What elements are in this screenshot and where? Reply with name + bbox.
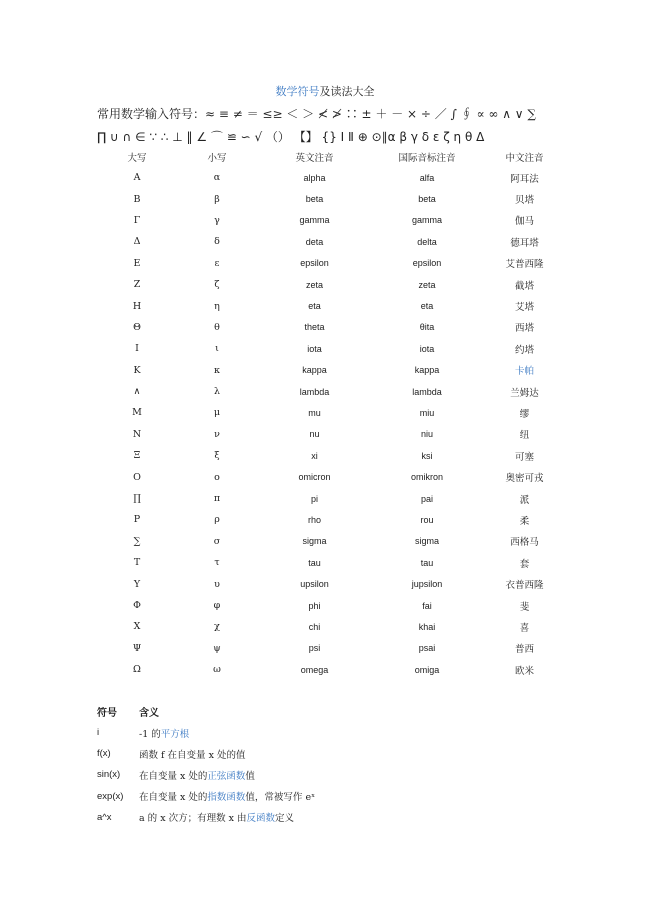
lowercase-letter: κ: [214, 364, 220, 376]
chinese-pronunciation: 衣普西隆: [505, 580, 544, 592]
glossary-text: 定义: [275, 813, 295, 825]
ipa-pronunciation: niu: [420, 429, 433, 440]
list-item: [97, 722, 567, 743]
ipa-pronunciation: fai: [422, 600, 432, 611]
english-pronunciation: zeta: [305, 279, 323, 290]
english-pronunciation: omicron: [298, 472, 331, 483]
ipa-pronunciation: ksi: [421, 450, 433, 461]
table-row: [97, 659, 567, 680]
lowercase-letter: μ: [213, 407, 221, 419]
uppercase-letter: Ω: [133, 664, 141, 676]
header-lowercase: 小写: [207, 152, 227, 164]
glossary-text: 值，常被写作 eˣ: [245, 792, 316, 804]
glossary-text: 在自变量 x 处的: [139, 792, 208, 804]
chinese-pronunciation: 德耳塔: [510, 237, 539, 249]
english-pronunciation: lambda: [299, 386, 330, 397]
symbol-line-2: ∏ ∪ ∩ ∈ ∵ ∴ ⊥ ‖ ∠ ⌒ ≌ ∽ √ （） 【】 {} Ⅰ Ⅱ ⊕ ⊙∥α β γ δ ε ζ η θ Δ: [97, 130, 485, 144]
english-pronunciation: epsilon: [300, 258, 329, 269]
english-pronunciation: kappa: [302, 365, 327, 376]
glossary-meaning: [139, 722, 567, 743]
english-pronunciation: upsilon: [300, 579, 329, 590]
uppercase-letter: Β: [133, 193, 141, 205]
glossary-meaning: [139, 786, 567, 807]
ipa-pronunciation: omiga: [414, 664, 440, 675]
greek-table-body: [97, 167, 567, 680]
chinese-pronunciation: 纽: [519, 430, 530, 442]
chinese-pronunciation: 约塔: [514, 344, 534, 356]
glossary-link[interactable]: 指数函数: [207, 792, 246, 804]
greek-table-header-row: [97, 146, 567, 167]
ipa-pronunciation: zeta: [418, 279, 436, 290]
glossary-text: 函数 f 在自变量 x 处的值: [139, 749, 246, 761]
ipa-pronunciation: θita: [419, 322, 435, 333]
header-chinese-pronunciation: 中文注音: [505, 152, 544, 164]
lowercase-letter: υ: [214, 578, 220, 590]
english-pronunciation: deta: [305, 236, 324, 247]
table-row: [97, 466, 567, 487]
ipa-pronunciation: psai: [418, 643, 436, 654]
english-pronunciation: beta: [305, 194, 324, 205]
glossary-symbol: exp(x): [97, 790, 124, 802]
lowercase-letter: α: [213, 172, 221, 184]
chinese-pronunciation: 卡帕: [514, 366, 534, 378]
header-english-pronunciation: 英文注音: [295, 152, 334, 164]
title-link[interactable]: 数学符号: [275, 85, 320, 98]
lowercase-letter: ω: [213, 664, 221, 676]
glossary-link[interactable]: 正弦函数: [207, 770, 246, 782]
chinese-pronunciation: 缪: [519, 408, 530, 420]
list-item: [97, 743, 567, 764]
title-rest: 及读法大全: [319, 85, 375, 98]
table-row: [97, 424, 567, 445]
ipa-pronunciation: jupsilon: [411, 579, 443, 590]
lowercase-letter: ι: [215, 343, 219, 355]
lowercase-letter: χ: [214, 621, 220, 633]
table-row: [97, 167, 567, 188]
uppercase-letter: Ο: [133, 471, 141, 483]
header-uppercase: 大写: [127, 152, 147, 164]
uppercase-letter: ∏: [133, 493, 141, 505]
uppercase-letter: Ι: [135, 343, 139, 355]
table-row: [97, 295, 567, 316]
ipa-pronunciation: miu: [419, 407, 435, 418]
ipa-pronunciation: kappa: [414, 365, 440, 376]
glossary-header-symbol: 符号: [97, 708, 117, 719]
uppercase-letter: Δ: [133, 236, 141, 248]
ipa-pronunciation: gamma: [411, 215, 442, 226]
chinese-pronunciation: 柔: [519, 515, 530, 527]
uppercase-letter: Ν: [132, 428, 142, 440]
symbol-glossary-table: [97, 701, 567, 828]
chinese-pronunciation: 喜: [519, 622, 530, 634]
lowercase-letter: λ: [213, 386, 221, 398]
list-item: [97, 807, 567, 828]
uppercase-letter: Φ: [133, 600, 141, 611]
uppercase-letter: Τ: [133, 557, 141, 569]
table-row: [97, 381, 567, 402]
chinese-pronunciation: 西格马: [510, 537, 539, 549]
lowercase-letter: δ: [214, 236, 220, 248]
english-pronunciation: sigma: [302, 536, 327, 547]
glossary-symbol: i: [97, 727, 100, 739]
list-item: [97, 786, 567, 807]
table-row: [97, 253, 567, 274]
lowercase-letter: ξ: [214, 450, 220, 462]
lowercase-letter: γ: [214, 214, 220, 226]
english-pronunciation: nu: [309, 429, 320, 440]
uppercase-letter: Ρ: [133, 514, 141, 526]
table-row: [97, 509, 567, 530]
uppercase-letter: Μ: [132, 407, 142, 419]
uppercase-letter: Ψ: [132, 642, 142, 654]
uppercase-letter: Η: [132, 300, 142, 312]
glossary-symbol: a^x: [97, 811, 112, 823]
chinese-pronunciation: 普西: [514, 644, 534, 656]
table-row: [97, 616, 567, 637]
glossary-link[interactable]: 平方根: [160, 728, 190, 740]
chinese-pronunciation: 套: [519, 558, 530, 570]
uppercase-letter: Ζ: [133, 279, 141, 291]
english-pronunciation: psi: [308, 643, 321, 654]
glossary-header-meaning: 含义: [139, 708, 159, 719]
english-pronunciation: alpha: [303, 172, 326, 183]
chinese-pronunciation: 斐: [519, 601, 530, 613]
ipa-pronunciation: omikron: [410, 472, 443, 483]
list-item: [97, 764, 567, 785]
table-row: [97, 573, 567, 594]
ipa-pronunciation: iota: [419, 343, 435, 354]
table-row: [97, 531, 567, 552]
table-row: [97, 638, 567, 659]
english-pronunciation: mu: [308, 407, 321, 418]
ipa-pronunciation: epsilon: [412, 258, 442, 269]
english-pronunciation: theta: [304, 322, 325, 333]
glossary-text: a 的 x 次方；有理数 x 由: [139, 813, 247, 825]
glossary-text: -1 的: [139, 728, 161, 740]
glossary-symbol: f(x): [97, 748, 111, 760]
chinese-pronunciation: 阿耳法: [510, 173, 539, 185]
english-pronunciation: omega: [300, 664, 329, 675]
uppercase-letter: Κ: [133, 364, 141, 376]
english-pronunciation: rho: [307, 514, 321, 525]
glossary-body: [97, 722, 567, 828]
greek-alphabet-table: [97, 146, 567, 680]
uppercase-letter: Ξ: [133, 450, 141, 462]
glossary-symbol: sin(x): [97, 769, 121, 781]
lowercase-letter: ρ: [214, 514, 220, 526]
english-pronunciation: pi: [310, 493, 318, 504]
glossary-meaning: [139, 743, 567, 764]
chinese-pronunciation: 派: [519, 494, 530, 506]
table-row: [97, 402, 567, 423]
ipa-pronunciation: khai: [418, 621, 436, 632]
glossary-header-row: [97, 701, 567, 722]
lowercase-letter: φ: [213, 600, 221, 611]
table-row: [97, 595, 567, 616]
table-row: [97, 445, 567, 466]
table-row: [97, 274, 567, 295]
ipa-pronunciation: pai: [420, 493, 433, 504]
chinese-pronunciation: 奥密可戎: [505, 473, 544, 485]
lowercase-letter: σ: [213, 535, 221, 547]
header-ipa-pronunciation: 国际音标注音: [398, 152, 456, 164]
lowercase-letter: η: [214, 300, 220, 312]
table-row: [97, 188, 567, 209]
lowercase-letter: τ: [214, 557, 220, 569]
table-row: [97, 488, 567, 509]
chinese-pronunciation: 贝塔: [514, 195, 534, 207]
glossary-text: 在自变量 x 处的: [139, 770, 208, 782]
glossary-meaning: [139, 807, 567, 828]
lowercase-letter: ζ: [214, 279, 220, 291]
chinese-pronunciation: 西塔: [514, 323, 534, 335]
lowercase-letter: β: [214, 193, 220, 205]
uppercase-letter: Χ: [133, 621, 141, 633]
glossary-text: 值: [245, 770, 255, 782]
uppercase-letter: Α: [133, 172, 141, 184]
glossary-meaning: [139, 764, 567, 785]
ipa-pronunciation: alfa: [419, 172, 435, 183]
ipa-pronunciation: delta: [417, 236, 437, 247]
uppercase-letter: Ε: [133, 257, 141, 269]
page-title: [0, 83, 650, 99]
chinese-pronunciation: 可塞: [514, 451, 534, 463]
ipa-pronunciation: tau: [420, 557, 434, 568]
lowercase-letter: ν: [214, 428, 220, 440]
english-pronunciation: eta: [308, 301, 321, 312]
table-row: [97, 552, 567, 573]
ipa-pronunciation: eta: [420, 301, 434, 312]
english-pronunciation: xi: [311, 450, 318, 461]
chinese-pronunciation: 兰姆达: [510, 387, 539, 399]
table-row: [97, 338, 567, 359]
table-row: [97, 317, 567, 338]
ipa-pronunciation: sigma: [414, 536, 439, 547]
chinese-pronunciation: 欧米: [514, 665, 534, 677]
english-pronunciation: tau: [308, 557, 321, 568]
ipa-pronunciation: rou: [420, 514, 434, 525]
chinese-pronunciation: 艾普西隆: [505, 259, 544, 271]
chinese-pronunciation: 伽马: [514, 216, 534, 228]
chinese-pronunciation: 艾塔: [514, 302, 534, 314]
english-pronunciation: gamma: [299, 215, 330, 226]
table-row: [97, 210, 567, 231]
lowercase-letter: ε: [214, 257, 220, 269]
table-row: [97, 360, 567, 381]
english-pronunciation: phi: [308, 600, 321, 611]
symbol-line-1: 常用数学输入符号：≈ ≡ ≠ ＝ ≤≥ ＜ ＞ ≮ ≯ ∷ ± ＋ － × ÷ ／ ∫ ∮ ∝ ∞ ∧ ∨ ∑: [97, 107, 536, 121]
chinese-pronunciation: 截塔: [514, 280, 534, 292]
table-row: [97, 231, 567, 252]
ipa-pronunciation: lambda: [412, 386, 442, 397]
english-pronunciation: chi: [308, 621, 321, 632]
lowercase-letter: ψ: [213, 642, 221, 654]
lowercase-letter: π: [213, 493, 221, 505]
uppercase-letter: Θ: [133, 321, 141, 333]
lowercase-letter: θ: [214, 321, 220, 333]
uppercase-letter: Γ: [133, 214, 141, 226]
uppercase-letter: Υ: [133, 578, 141, 590]
uppercase-letter: ∧: [133, 386, 141, 398]
ipa-pronunciation: beta: [418, 194, 436, 205]
uppercase-letter: ∑: [133, 535, 141, 547]
lowercase-letter: ο: [214, 471, 220, 483]
glossary-link[interactable]: 反函数: [246, 813, 275, 825]
english-pronunciation: iota: [307, 343, 322, 354]
